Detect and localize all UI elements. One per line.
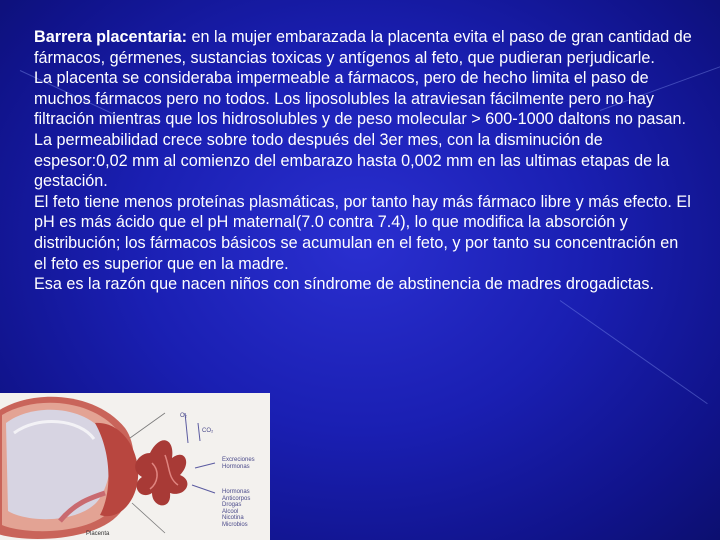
label-co2: CO₂ bbox=[202, 428, 214, 434]
label-o2: O₂ bbox=[180, 413, 187, 419]
background-streak bbox=[560, 300, 708, 404]
zoom-line bbox=[132, 503, 165, 533]
paragraph-permeabilidad-espesor: La permeabilidad crece sobre todo después del 3er mes, con la disminución de espesor:0,02 mm al comienzo del embarazo hasta 0,002 mm en las ultimas etapas de la gestación. bbox=[34, 130, 670, 191]
label-excreciones: Excreciones Hormonas bbox=[222, 457, 255, 470]
label-placenta: Placenta bbox=[86, 531, 110, 537]
zoom-line bbox=[130, 413, 165, 438]
arrow-excretion bbox=[195, 463, 215, 468]
paragraph-sindrome-abstinencia: Esa es la razón que nacen niños con síndrome de abstinencia de madres drogadictas. bbox=[34, 275, 655, 294]
placenta-illustration bbox=[0, 393, 270, 540]
paragraph-permeabilidad-farmacos: La placenta se consideraba impermeable a fármacos, pero de hecho limita el paso de muchos fármacos pero no todos. Los liposolubles la atraviesan fácilmente pero no hay filtración mientras que los hidrosolubles y de peso molecular > 600-1000 daltons no pasan. bbox=[34, 69, 686, 129]
arrow-transfer bbox=[192, 485, 215, 493]
arrow-co2 bbox=[198, 423, 200, 441]
label-transfer-list: Hormonas Anticorpos Drogas Alcool Nicotina Microbios bbox=[222, 489, 251, 528]
amniotic-sac bbox=[6, 410, 110, 519]
paragraph-barrera-placentaria bbox=[34, 27, 694, 68]
paragraph-feto-proteinas-ph: El feto tiene menos proteínas plasmáticas, por tanto hay más fármaco libre y más efecto. El pH es más ácido que el pH maternal(7.0 contra 7.4), lo que modifica la absorción y distribución; los fármacos básicos se acumulan en el feto, y por tanto su concentración en el feto es superior que en la madre. bbox=[34, 192, 691, 273]
slide-body-text bbox=[34, 27, 694, 295]
paragraph-text: en la mujer embarazada la placenta evita el paso de gran cantidad de fármacos, gérmenes, sustancias toxicas y antígenos al feto, que pudieran perjudicarle. bbox=[34, 28, 692, 67]
villi-magnified bbox=[135, 440, 187, 505]
term-barrera-placentaria: Barrera placentaria: bbox=[34, 28, 187, 46]
